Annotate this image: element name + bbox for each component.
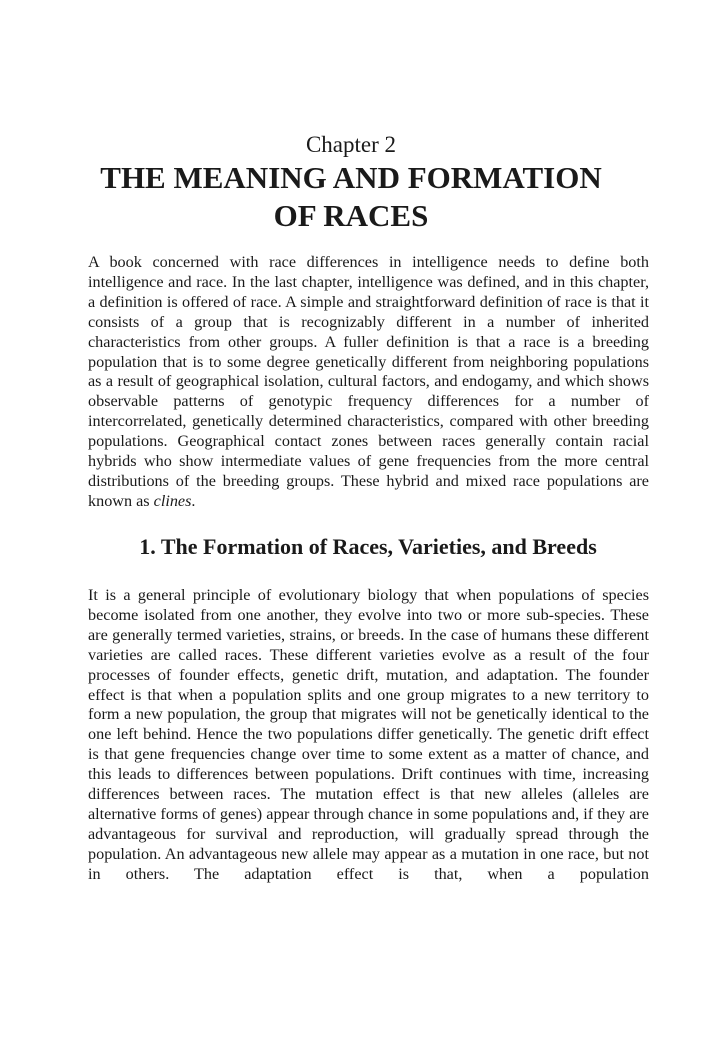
chapter-title [0,159,702,235]
intro-emphasis: clines [153,491,192,510]
intro-end: . [191,491,196,510]
section-heading: 1. The Formation of Races, Varieties, and Breeds [139,534,597,559]
section-paragraph [88,586,649,885]
chapter-title-line-1: THE MEANING AND FORMATION [100,160,602,195]
section-text: It is a general principle of evolutionary biology that when populations of species become isolated from one another, they evolve into two or more sub-species. These are generally termed varieties, strains, or breeds. In the case of humans these different varieties are called races. These different varieties evolve as a result of the four processes of founder effects, genetic drift, mutation, and adaptation. The founder effect is that when a population splits and one group migrates to a new territory to form a new population, the group that migrates will not be genetically identical to the one left behind. Hence the two populations differ genetically. The genetic drift effect is that gene frequencies change over time to some extent as a matter of chance, and this leads to differences between populations. Drift continues with time, increasing differences between races. The mutation effect is that new alleles (alleles are alternative forms of genes) appear through chance in some populations and, if they are advantageous for survival and reproduction, will gradually spread through the population. An advantageous new allele may appear as a mutation in one race, but not in others. The adaptation effect is that, when a population [88,586,649,883]
chapter-title-line-2: OF RACES [273,198,429,233]
intro-paragraph [88,253,649,512]
chapter-label: Chapter 2 [305,132,397,157]
intro-text: A book concerned with race differences in intelligence needs to define both intelligence and race. In the last chapter, intelligence was defined, and in this chapter, a definition is offered of race. A simple and straightforward definition of race is that it consists of a group that is recognizably different in a number of inherited characteristics from other groups. A fuller definition is that a race is a breeding population that is to some degree genetically different from neighboring populations as a result of geographical isolation, cultural factors, and endogamy, and which shows observable patterns of genotypic frequency differences for a number of intercorrelated, genetically determined characteristics, compared with other breeding populations. Geographical contact zones between races generally contain racial hybrids who show intermediate values of gene frequencies from the more central distributions of the breeding groups. These hybrid and mixed race populations are known as [88,253,649,510]
